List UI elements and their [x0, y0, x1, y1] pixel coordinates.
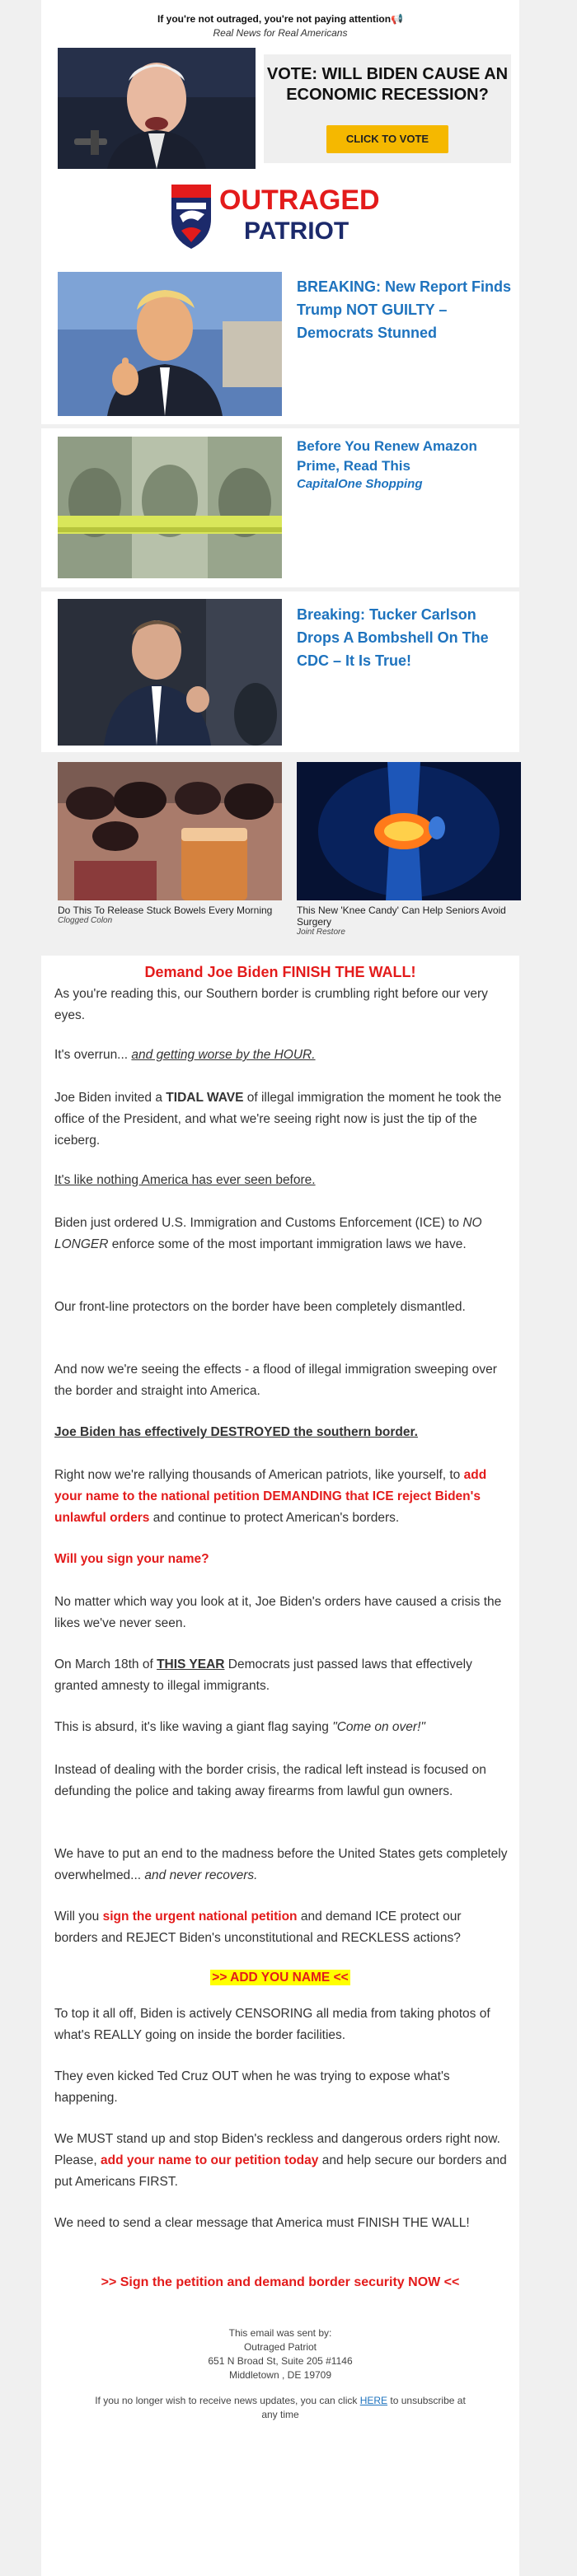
footer-unsubscribe	[41, 2394, 519, 2422]
story-card-2[interactable]	[41, 428, 519, 587]
letter-p3c: of illegal immigration the moment he took the office of the President, and what we're seeing right now is just the tip of the iceberg.	[54, 1091, 502, 1148]
petition-letter	[41, 956, 519, 2576]
vote-panel	[264, 54, 511, 163]
header-section	[41, 0, 519, 264]
letter-p13a: This is absurd, it's like waving a giant flag saying	[54, 1720, 333, 1734]
logo-line1: OUTRAGED	[219, 185, 380, 216]
footer-sent-by: This email was sent by:	[228, 2327, 332, 2339]
email-footer	[41, 2326, 519, 2422]
story-headline-1[interactable]: BREAKING: New Report Finds Trump NOT GUILTY – Democrats Stunned	[297, 278, 512, 341]
letter-p5a: Biden just ordered U.S. Immigration and Customs Enforcement (ICE) to	[54, 1216, 463, 1230]
letter-p3b: TIDAL WAVE	[166, 1091, 244, 1105]
letter-p15	[54, 1844, 508, 1886]
letter-p10[interactable]: Will you sign your name?	[54, 1552, 209, 1566]
sponsored-card-2[interactable]	[297, 762, 521, 937]
story-image-2[interactable]	[58, 437, 282, 578]
letter-p5	[54, 1213, 508, 1255]
story-card-1[interactable]	[41, 264, 519, 424]
sponsored-card-1[interactable]	[58, 762, 282, 926]
letter-p14: Instead of dealing with the border crisis, the radical left instead is focused on defunding the police and taking away firearms from lawful gun owners.	[54, 1763, 486, 1798]
sponsored-caption-1[interactable]: Do This To Release Stuck Bowels Every Morning	[58, 905, 273, 916]
letter-p19b[interactable]: add your name to our petition today	[101, 2153, 319, 2167]
letter-p16	[54, 1906, 508, 1949]
letter-p12b: THIS YEAR	[157, 1657, 225, 1671]
footer-address1: 651 N Broad St, Suite 205 #1146	[208, 2355, 353, 2367]
letter-p20: We need to send a clear message that America must FINISH THE WALL!	[54, 2216, 470, 2230]
vote-photo[interactable]	[58, 48, 256, 169]
letter-p2	[54, 1045, 508, 1066]
letter-p9	[54, 1465, 508, 1529]
letter-p3	[54, 1087, 508, 1152]
preheader	[41, 13, 519, 25]
letter-p17: To top it all off, Biden is actively CENSORING all media from taking photos of what's REALLY going on inside the border facilities.	[54, 2007, 490, 2042]
story-sponsor-2: CapitalOne Shopping	[297, 477, 423, 491]
letter-p4: It's like nothing America has ever seen before.	[54, 1173, 316, 1187]
email-body	[41, 0, 519, 2576]
letter-p2a: It's overrun...	[54, 1048, 132, 1062]
story-card-3[interactable]	[41, 591, 519, 752]
sponsored-source-2: Joint Restore	[297, 928, 345, 937]
letter-p12c: Democrats just passed laws that effectively granted amnesty to illegal immigrants.	[54, 1657, 472, 1693]
letter-p19c: and help secure our borders and put Americans FIRST.	[54, 2153, 507, 2189]
letter-p5c: enforce some of the most important immigration laws we have.	[108, 1237, 467, 1251]
outraged-patriot-logo[interactable]	[165, 173, 396, 255]
letter-p13	[54, 1717, 508, 1738]
preheader-text: If you're not outraged, you're not paying attention	[157, 13, 392, 25]
letter-p2b: and getting worse by the HOUR.	[131, 1048, 316, 1062]
vote-banner[interactable]	[58, 48, 519, 169]
add-name-link[interactable]: >> ADD YOU NAME <<	[212, 1971, 349, 1985]
letter-p12a: On March 18th of	[54, 1657, 157, 1671]
add-name-cta[interactable]	[41, 1971, 519, 1985]
letter-p12	[54, 1654, 508, 1697]
story-headline-3[interactable]: Breaking: Tucker Carlson Drops A Bombshell On The CDC – It Is True!	[297, 606, 489, 669]
letter-title: Demand Joe Biden FINISH THE WALL!	[144, 964, 416, 980]
click-to-vote-button[interactable]: CLICK TO VOTE	[326, 125, 448, 153]
sponsored-cards	[41, 754, 519, 951]
letter-p18: They even kicked Ted Cruz OUT when he was trying to expose what's happening.	[54, 2069, 450, 2105]
letter-p15b: and never recovers.	[144, 1868, 258, 1882]
letter-p16c: and demand ICE protect our borders and REJECT Biden's unconstitutional and RECKLESS actions?	[54, 1910, 462, 1945]
sponsored-caption-2[interactable]: This New 'Knee Candy' Can Help Seniors Avoid Surgery	[297, 905, 506, 928]
letter-p3a: Joe Biden invited a	[54, 1091, 167, 1105]
footer-org: Outraged Patriot	[243, 2341, 317, 2353]
sponsored-image-2[interactable]	[297, 762, 521, 900]
vote-title: VOTE: WILL BIDEN CAUSE AN ECONOMIC RECESSION?	[266, 65, 509, 104]
letter-p5b: NO LONGER	[54, 1216, 482, 1251]
letter-p1: As you're reading this, our Southern border is crumbling right before our very eyes.	[54, 987, 488, 1022]
letter-p9a: Right now we're rallying thousands of American patriots, like yourself, to	[54, 1468, 464, 1482]
letter-p13b: "Come on over!"	[332, 1720, 425, 1734]
story-headline-2-text[interactable]: Before You Renew Amazon Prime, Read This	[297, 438, 477, 474]
letter-p8: Joe Biden has effectively DESTROYED the southern border.	[54, 1425, 418, 1439]
letter-p16a: Will you	[54, 1910, 103, 1924]
sponsored-image-1[interactable]	[58, 762, 282, 900]
unsubscribe-link[interactable]: HERE	[359, 2395, 388, 2406]
sign-petition-cta[interactable]: >> Sign the petition and demand border security NOW <<	[101, 2275, 460, 2289]
letter-p19	[54, 2129, 508, 2193]
letter-p19a: We MUST stand up and stop Biden's reckless and dangerous orders right now. Please,	[54, 2132, 500, 2167]
letter-p16b[interactable]: sign the urgent national petition	[102, 1910, 298, 1924]
letter-p11: No matter which way you look at it, Joe Biden's orders have caused a crisis the likes we've never seen.	[54, 1595, 502, 1630]
story-image-1[interactable]	[58, 272, 282, 416]
footer-address2: Middletown , DE 19709	[228, 2369, 332, 2381]
story-headline-2[interactable]	[297, 437, 513, 493]
letter-p9b[interactable]: add your name to the national petition DEMANDING that ICE reject Biden's unlawful orders	[54, 1468, 487, 1525]
logo-line2: PATRIOT	[244, 217, 349, 245]
tagline: Real News for Real Americans	[213, 27, 348, 39]
footer-unsub-a: If you no longer wish to receive news updates, you can click	[95, 2395, 360, 2406]
letter-p9c: and continue to protect American's borders.	[149, 1511, 400, 1525]
letter-p7: And now we're seeing the effects - a flood of illegal immigration sweeping over the border and straight into America.	[54, 1363, 497, 1398]
story-image-3[interactable]	[58, 599, 282, 746]
megaphone-icon: 📢	[391, 13, 403, 25]
footer-unsub-b: to unsubscribe at any time	[261, 2395, 466, 2420]
letter-p6: Our front-line protectors on the border have been completely dismantled.	[54, 1300, 466, 1314]
sponsored-source-1: Clogged Colon	[58, 916, 113, 925]
letter-p15a: We have to put an end to the madness before the United States gets completely overwhelmed...	[54, 1847, 508, 1882]
